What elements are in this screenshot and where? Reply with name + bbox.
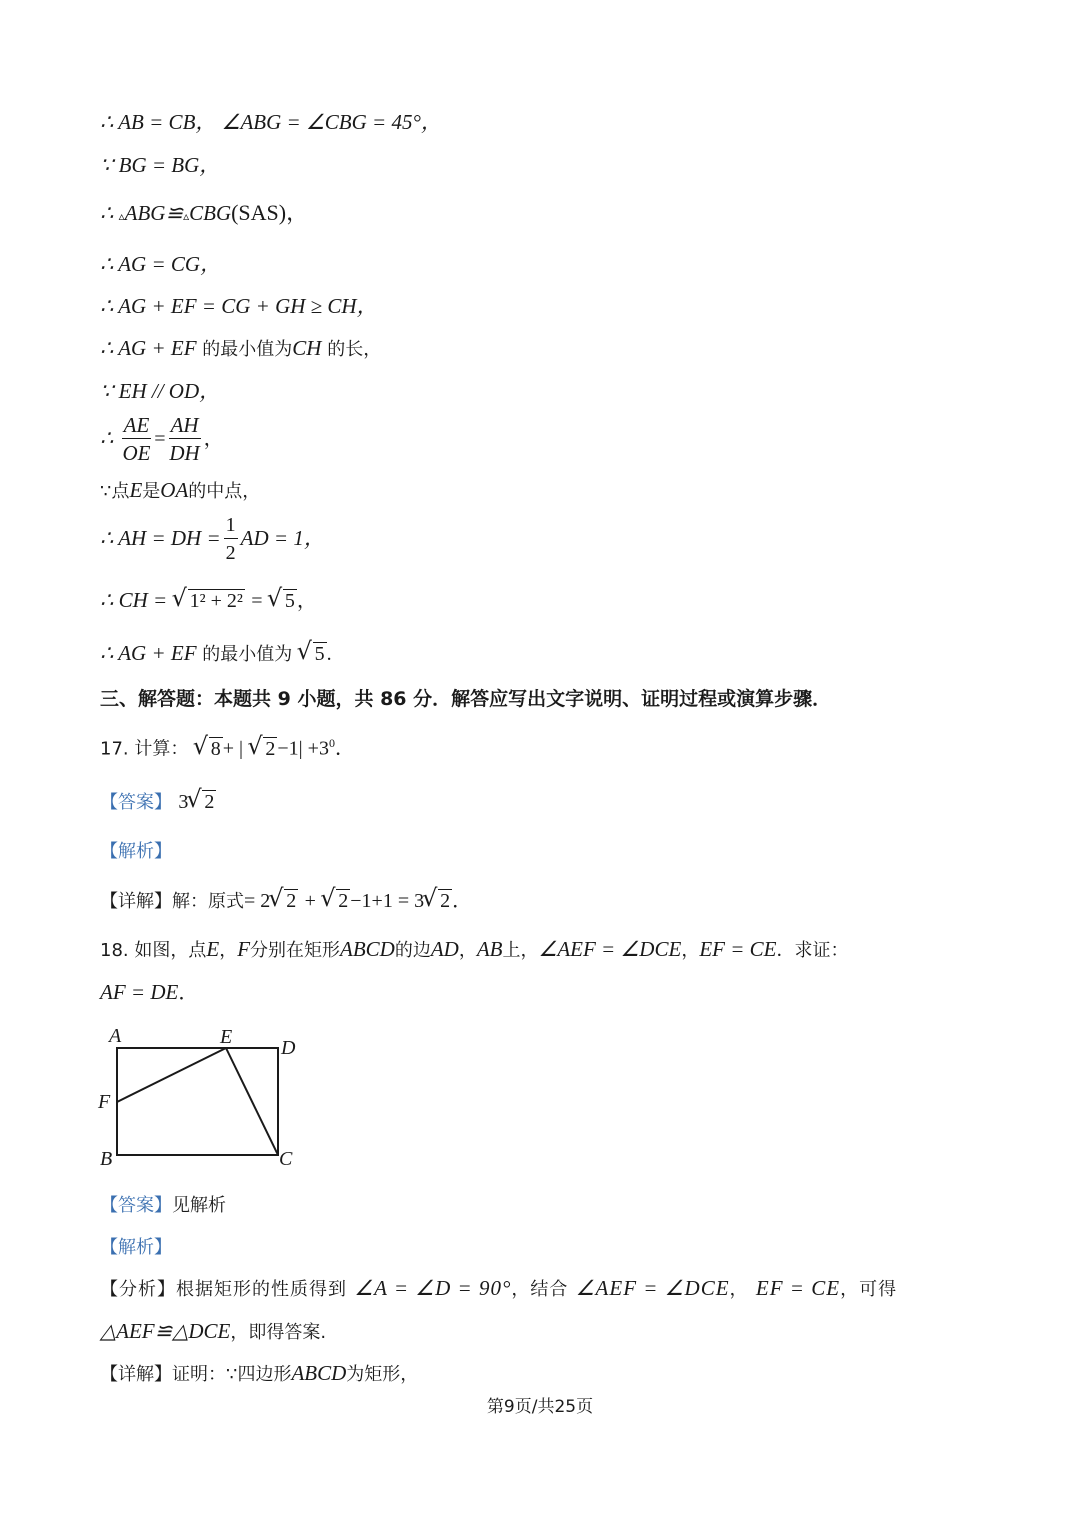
detail-tag: 【详解】 [100,1364,172,1385]
math-text: + | [222,737,244,760]
proof-text: = [251,590,263,612]
proof-text: ∴ AG + EF = CG + GH ≥ CH， [100,294,378,318]
square-root [270,887,298,915]
q17-detail [100,886,472,916]
math-text: ． [334,737,355,760]
segment-ec [226,1048,278,1155]
proof-line-12 [100,639,332,669]
proof-line-9 [100,476,260,506]
math-text: −1| +3 [277,737,329,760]
fraction-numerator: AH [170,413,199,437]
math-text: ． [452,890,473,912]
vertex-label-e: E [220,1026,233,1048]
q17-answer [100,787,216,817]
detail-tag: 【详解】 [100,891,172,912]
question-text: 上， [502,940,539,961]
math-text: EF = CE [755,1276,841,1300]
fenxi-text: ，结合 [511,1279,569,1300]
radicand: 2 [440,890,451,912]
square-root [299,640,327,668]
analysis-tag: 【解析】 [100,841,172,862]
question-text: ， [458,940,477,961]
square-root [424,887,452,915]
answer-tag: 【答案】 [100,792,172,813]
vertex-label-d: D [281,1037,296,1059]
question-text: ， [219,940,238,961]
answer-value: 3 [178,791,189,813]
proof-text: ∵点 [100,481,130,502]
proof-line-11 [100,586,317,615]
proof-text: ∴ AH = DH = [100,526,221,550]
math-text: ABCD [340,937,395,961]
fenxi-text: ，可得 [840,1279,898,1300]
q17-question [100,729,355,764]
fraction [122,412,152,467]
proof-text: 的中点， [188,481,261,502]
detail-text: 解：原式 [172,891,244,912]
fraction [224,512,238,567]
proof-text: CBG [189,201,232,225]
fenxi-text: ，即得答案. [230,1322,327,1343]
proof-line-5 [100,292,378,320]
math-text: ∠AEF = ∠DCE [538,937,682,961]
proof-text: ∴ CH = [100,588,168,612]
math-text: ABCD [291,1361,347,1385]
q18-detail [100,1359,418,1389]
proof-text: 的最小值为 [196,339,293,360]
radicand: 5 [284,590,295,612]
radicand: 8 [210,737,221,760]
question-text: 分别在矩形 [250,940,341,961]
fraction-denominator: DH [169,441,200,465]
square-root [322,887,350,915]
math-text: AB [476,937,503,961]
question-text: ， [681,940,700,961]
fenxi-tag: 【分析】 [100,1279,176,1300]
q18-answer [100,1190,226,1220]
rectangle-figure [90,1020,320,1175]
radicand: 2 [265,737,276,760]
proof-line-6 [100,334,381,364]
analysis-tag: 【解析】 [100,1237,172,1258]
proof-line-4 [100,250,221,278]
math-text: + [304,890,316,912]
math-text: −1+1 = 3 [350,890,425,912]
proof-line-7 [100,377,220,405]
proof-text: ABG≌ [124,201,184,225]
square-root [249,735,277,763]
proof-line-2 [100,151,220,179]
detail-text: 证明：∵四边形 [172,1364,292,1385]
proof-text: ∵ BG = BG， [100,153,221,177]
question-text: ．求证： [776,940,849,961]
rectangle-abcd [117,1048,278,1155]
fraction [169,412,201,467]
square-root [269,587,297,615]
q18-fenxi-line2 [100,1317,326,1347]
proof-text: ∴ AG + EF [100,336,197,360]
math-text: AD [430,937,459,961]
math-text: F [237,937,251,961]
q18-question-line1 [100,935,848,965]
page-footer: 第9页/共25页 [486,1397,594,1417]
radicand: 2 [338,890,349,912]
proof-line-1 [100,108,442,136]
answer-tag: 【答案】 [100,1195,172,1216]
q18-question-line2 [100,978,198,1007]
math-text: E [206,937,220,961]
proof-text: . [326,643,332,665]
fenxi-text: 根据矩形的性质得到 [176,1279,347,1300]
radicand: 1² + 2² [189,590,243,612]
proof-line-10 [100,512,325,567]
proof-text: 的最小值为 [196,644,293,665]
triangle-icon: ▵ [118,209,125,223]
vertex-label-f: F [98,1091,111,1113]
square-root [195,735,223,763]
radicand: 2 [204,791,215,813]
proof-text: ∴ AG + EF [100,641,197,665]
radicand: 5 [314,643,325,665]
math-text: = 2 [244,890,271,912]
math-text: ∠AEF = ∠DCE [575,1276,730,1300]
math-text: EF = CE [699,937,777,961]
proof-text: ∴ AG = CG， [100,252,222,276]
section-heading: 三、解答题：本题共 9 小题，共 86 分．解答应写出文字说明、证明过程或演算步骤． [100,688,832,710]
vertex-label-a: A [109,1025,122,1047]
q18-fenxi-line1 [100,1274,897,1304]
proof-text: E [129,478,143,502]
proof-text: 是 [142,481,161,502]
vertex-label-b: B [100,1148,113,1170]
proof-text: ∴ [100,201,119,225]
proof-text: ∵ EH // OD， [100,379,221,403]
detail-text: 为矩形， [346,1364,419,1385]
proof-text: CH [292,336,322,360]
fenxi-text: ， [729,1279,749,1300]
proof-text: ， [203,428,224,450]
proof-text: ， [296,590,317,612]
question-text: 18. 如图，点 [100,940,207,961]
proof-text: 的长， [321,339,382,360]
answer-value: 见解析 [172,1195,226,1216]
square-root [174,587,245,615]
exponent: 0 [328,736,335,750]
proof-text: OA [160,478,189,502]
segment-fe [117,1048,226,1102]
proof-text: ∴ AB = CB， ∠ABG = ∠CBG = 45°， [100,110,442,134]
proof-line-8 [100,412,224,467]
q18-analysis [100,1232,172,1262]
fraction-denominator: 2 [225,542,236,564]
vertex-label-c: C [279,1148,293,1170]
question-label: 17. 计算： [100,738,189,760]
fraction-numerator: 1 [224,512,238,539]
math-text: AF = DE [100,980,179,1004]
question-text: 的边 [394,940,431,961]
math-text: ． [178,982,199,1004]
proof-text: (SAS)， [231,200,309,225]
triangle-icon: ▵ [183,209,190,223]
fraction-numerator: AE [123,413,150,437]
q17-analysis [100,836,172,866]
proof-text: AD = 1， [240,526,325,550]
square-root [188,788,216,816]
proof-text: = [154,428,166,450]
fraction-denominator: OE [122,441,151,465]
radicand: 2 [286,890,297,912]
proof-text: ∴ [100,426,119,450]
math-text: ∠A = ∠D = 90° [354,1276,512,1300]
proof-line-3 [100,199,308,230]
math-text: △AEF≌△DCE [100,1319,231,1343]
